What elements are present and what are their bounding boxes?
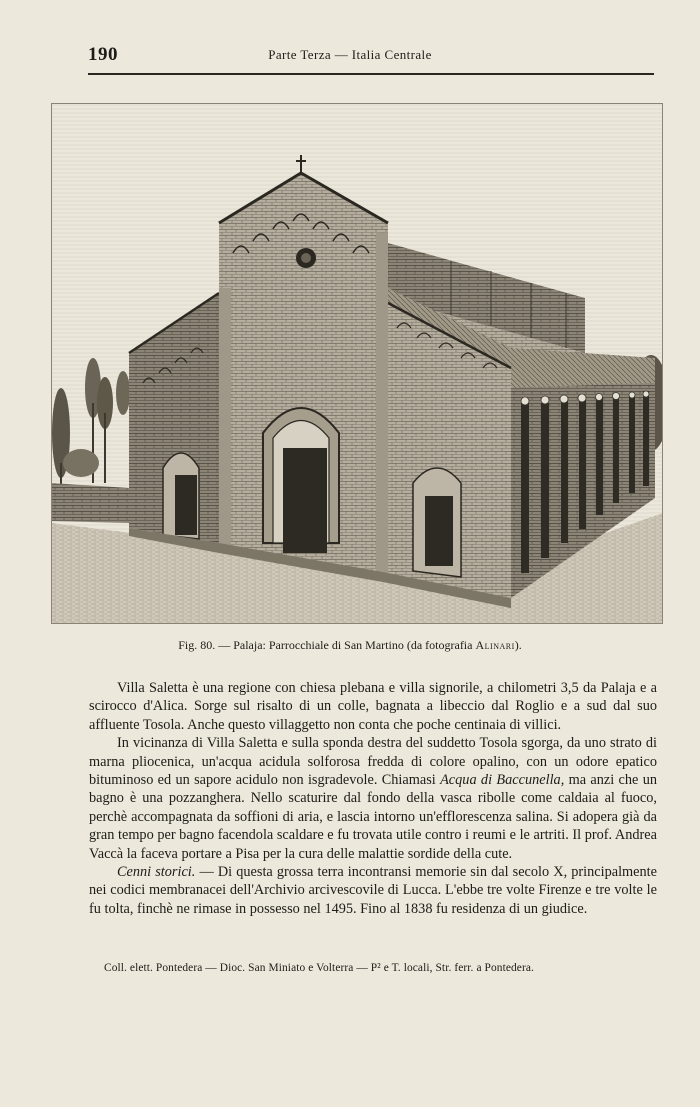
caption-end: ). — [514, 638, 522, 652]
caption-credit: Alinari — [475, 638, 515, 652]
section-heading: Cenni storici. — [117, 864, 196, 881]
church-engraving — [51, 103, 663, 624]
paragraph-text: In vicinanza di Villa Saletta e sulla sponda destra del suddetto Tosola sgorga, da uno strato di marna pliocenica, un'acqua acidula solforosa fredda di colore opalino, con un odore epatico bituminoso ed un sapore acidulo non isgradevole. Chiamasi — [89, 735, 657, 789]
running-title: Parte Terza — Italia Centrale — [268, 47, 432, 62]
paragraph-text: , ma anzi che un bagno è una pozzanghera. Nello scaturire dal fondo della vasca ribolle come caldaia al fuoco, perchè accompagnata da soffioni di aria, e lascia intorno un'efflorescenza salina. Si adopera già da gran tempo per bagno facendola scaldare e fu trovata utile contro i reumi e le artriti. Il prof. Andrea Vaccà la faceva portare a Pisa per la cura delle malattie sordide della cute. — [89, 772, 657, 862]
paragraph-acqua-baccunella — [89, 734, 657, 863]
footer-note: Coll. elett. Pontedera — Dioc. San Miniato e Volterra — P² e T. locali, Str. ferr. a Pontedera. — [104, 962, 534, 974]
body-text — [89, 679, 657, 918]
header-rule — [88, 73, 654, 75]
figure-caption — [0, 638, 700, 653]
italic-name: Acqua di Baccunella — [440, 772, 561, 789]
paragraph-villa-saletta: Villa Saletta è una regione con chiesa plebana e villa signorile, a chilometri 3,5 da Palaja e a scirocco d'Alica. Sorge sul risalto di un colle, bagnata a libeccio dal Roglio e a sud dal suo affluente Tosola. Anche questo villaggetto non conta che poche centinaia di villici. — [89, 680, 657, 733]
paragraph-cenni-storici — [89, 863, 657, 918]
page-number: 190 — [88, 44, 118, 65]
paragraph-text: — Di questa grossa terra incontransi memorie sin dal secolo X, principalmente nei codici membranacei dell'Archivio arcivescovile di Lucca. L'ebbe tre volte Firenze e tre volte le fu tolta, finchè ne rimase in possesso nel 1495. Fino al 1838 fu residenza di un giudice. — [89, 864, 657, 917]
caption-text: Fig. 80. — Palaja: Parrocchiale di San Martino (da fotografia — [178, 638, 476, 652]
